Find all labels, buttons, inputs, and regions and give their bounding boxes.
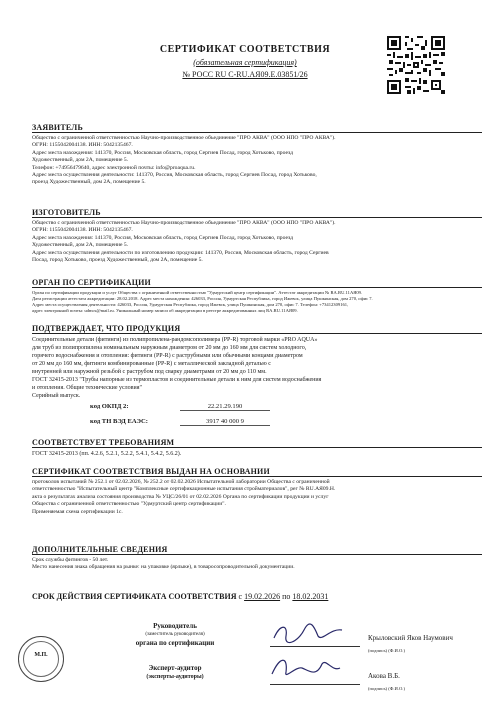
requirements-heading: СООТВЕТСТВУЕТ ТРЕБОВАНИЯМ	[32, 438, 482, 448]
manufacturer-line: Общество с ограниченной ответственностью Научно-производственное объединение "ПРО АКВА" (ООО НПО "ПРО АКВА").	[32, 220, 336, 226]
validity-to-label: по	[282, 592, 291, 601]
manufacturer-section	[32, 208, 482, 264]
expert-name-caption: (подпись) (Ф.И.О.)	[368, 686, 405, 691]
validity-label: СРОК ДЕЙСТВИЯ СЕРТИФИКАТА СООТВЕТСТВИЯ	[32, 592, 237, 601]
head-title: Руководитель	[153, 622, 197, 630]
basis-line: акта о результатах анализа состояния производства № УЦС/26/01 от 02.02.2026 Органа по сертификации продукции и услуг	[32, 493, 329, 500]
additional-heading: ДОПОЛНИТЕЛЬНЫЕ СВЕДЕНИЯ	[32, 545, 482, 555]
applicant-line: ОГРН: 1155042004138. ИНН: 5042135467.	[32, 142, 133, 149]
certificate-title: СЕРТИФИКАТ СООТВЕТСТВИЯ	[159, 44, 331, 55]
head-subtitle-2: органа по сертификации	[135, 639, 215, 647]
seal-inner-ring	[23, 641, 59, 677]
requirements-line: ГОСТ 32415-2013 (пп. 4.2.6, 5.2.1, 5.2.2, 5.4.1, 5.4.2, 5.6.2).	[32, 451, 182, 457]
certification-body-line: Орган по сертификации продукции и услуг Общества с ограниченной ответственностью "Удмуртский центр сертификации". Аттестат аккредитации № RA.RU.11АЯ09.	[32, 290, 363, 295]
basis-line: протоколов испытаний № 252.1 от 02.02.2026, № 252.2 от 02.02.2026 Испытательной лаборатории Общества с ограниченной	[32, 479, 330, 485]
additional-line: Место нанесения знака обращения на рынке: на упаковке (ярлыке), в товаросопроводительной документации.	[32, 564, 295, 571]
applicant-line: Адрес места нахождения: 141370, Россия, Московская область, город Сергиев Посад, город Хотьково, проезд	[32, 149, 293, 156]
head-name-caption: (подпись) (Ф.И.О.)	[368, 648, 405, 653]
product-section	[32, 324, 482, 400]
additional-section	[32, 545, 482, 572]
manufacturer-heading: ИЗГОТОВИТЕЛЬ	[32, 208, 482, 218]
basis-section	[32, 467, 482, 516]
expert-subtitle: (эксперты-аудиторы)	[146, 673, 204, 680]
applicant-section	[32, 123, 482, 187]
certification-body-heading: ОРГАН ПО СЕРТИФИКАЦИИ	[32, 278, 482, 288]
expert-name: Акова В.Б.	[368, 672, 400, 680]
expert-signatory-label	[110, 664, 240, 681]
applicant-heading: ЗАЯВИТЕЛЬ	[32, 123, 482, 133]
okpd2-label: код ОКПД 2:	[90, 403, 129, 410]
tnved-label: код ТН ВЭД ЕАЭС:	[90, 418, 148, 425]
expert-signature-line	[270, 684, 360, 685]
validity-from-date: 19.02.2026	[244, 592, 281, 601]
product-line: для труб из полипропилена номинальным наружным диаметром от 20 мм до 160 мм для систем холодного,	[32, 345, 307, 351]
head-signature-icon	[270, 620, 350, 646]
product-line: внутренней или наружной резьбой с раструбом под сварку диаметрами от 20 мм до 110 мм.	[32, 369, 267, 375]
applicant-line: Телефон: +74956479640, адрес электронной почты: info@proaqua.ru.	[32, 164, 196, 171]
applicant-line: Художественный, дом 2А, помещение 5.	[32, 157, 129, 164]
head-name: Крыловский Яков Наумович	[368, 634, 453, 642]
expert-signature-icon	[266, 654, 346, 682]
product-line: и отопления. Общие технические условия"	[32, 385, 142, 391]
head-subtitle: (заместитель руководителя)	[145, 631, 205, 637]
validity-to-date: 18.02.2031	[292, 592, 329, 601]
certification-body-line: Адрес места осуществления деятельности: 426033, Россия, Удмуртская Республика, город Ижевск, улица Пушкинская, дом 270, офис 7. Телефон: +73412309161,	[32, 302, 349, 307]
basis-line: Применяемая схема сертификации 1с.	[32, 508, 123, 515]
applicant-line: Общество с ограниченной ответственностью Научно-производственное объединение "ПРО АКВА" (ООО НПО "ПРО АКВА").	[32, 135, 336, 141]
basis-line: Общества с ограниченной ответственностью "Удмуртский центр сертификации".	[32, 501, 226, 508]
applicant-line: проезд Художественный, дом 2А, помещение 5.	[32, 179, 146, 186]
certificate-number: № РОСС RU С-RU.АЯ09.Е.03851/26	[182, 70, 308, 79]
seal-stamp	[18, 636, 64, 682]
manufacturer-line: Адрес места нахождения: 141370, Россия, Московская область, город Сергиев Посад, город Хотьково, проезд	[32, 234, 293, 241]
product-line: Соединительные детали (фитинги) из полипропилена-рандомсополимера (PP-R) торговой марки «PRO AQUA»	[32, 337, 318, 343]
validity-row	[32, 592, 328, 601]
head-signature-line	[270, 646, 360, 647]
seal-stamp-text: М.П.	[34, 652, 48, 658]
tnved-value: 3917 40 000 9	[180, 418, 270, 426]
okpd2-value: 22.21.29.190	[180, 403, 270, 411]
basis-heading: СЕРТИФИКАТ СООТВЕТСТВИЯ ВЫДАН НА ОСНОВАНИИ	[32, 467, 482, 477]
basis-line: ответственностью "Испытательный центр "Комплексные сертификационные испытания стройматериалов", рег № RU.АЯ09.Н.	[32, 486, 336, 493]
additional-line: Срок службы фитингов - 50 лет.	[32, 557, 109, 563]
expert-title: Эксперт-аудитор	[148, 664, 202, 672]
head-signatory-label	[110, 622, 240, 648]
validity-from-label: с	[238, 592, 243, 601]
qr-code-icon	[387, 36, 445, 94]
product-heading: ПОДТВЕРЖДАЕТ, ЧТО ПРОДУКЦИЯ	[32, 324, 482, 334]
product-line: от 20 мм до 160 мм, фитинги комбинированные (PP-R) с металлической закладной деталью с	[32, 361, 271, 367]
manufacturer-line: Художественный, дом 2А, помещение 5.	[32, 242, 129, 249]
product-line: Серийный выпуск.	[32, 393, 81, 399]
certification-body-line: Дата регистрации аттестата аккредитации: 28.02.2018. Адрес места нахождения: 426033, Россия, Удмуртская Республика, город Ижевск, улица Пушкинская, дом 270, офис 7.	[32, 296, 373, 301]
requirements-section	[32, 438, 482, 458]
product-line: ГОСТ 32415-2013 "Трубы напорные из термопластов и соединительные детали к ним для систем водоснабжения	[32, 377, 322, 383]
product-line: горячего водоснабжения и отопления: фитинги (PP-R) с раструбными или обычными концами диаметром	[32, 353, 303, 359]
manufacturer-line: Посад, город Хотьково, проезд Художественный, дом 2А, помещение 5.	[32, 257, 203, 264]
applicant-line: Адрес места осуществления деятельности: 141370, Россия, Московская область, город Сергиев Посад, город Хотьково,	[32, 172, 317, 179]
certificate-subtitle: (обязательная сертификация)	[193, 58, 297, 67]
certification-body-line: адрес электронной почты: udmcs@mail.ru. Уникальный номер записи об аккредитации в реестре аккредитованных лиц RA.RU.11АЯ09.	[32, 308, 298, 313]
certification-body-section	[32, 278, 482, 314]
manufacturer-line: ОГРН: 1155042004138. ИНН: 5042135467.	[32, 227, 133, 234]
manufacturer-line: Адрес места осуществления деятельности по изготовлению продукции: 141370, Россия, Московская область, город Сергиев	[32, 249, 329, 256]
